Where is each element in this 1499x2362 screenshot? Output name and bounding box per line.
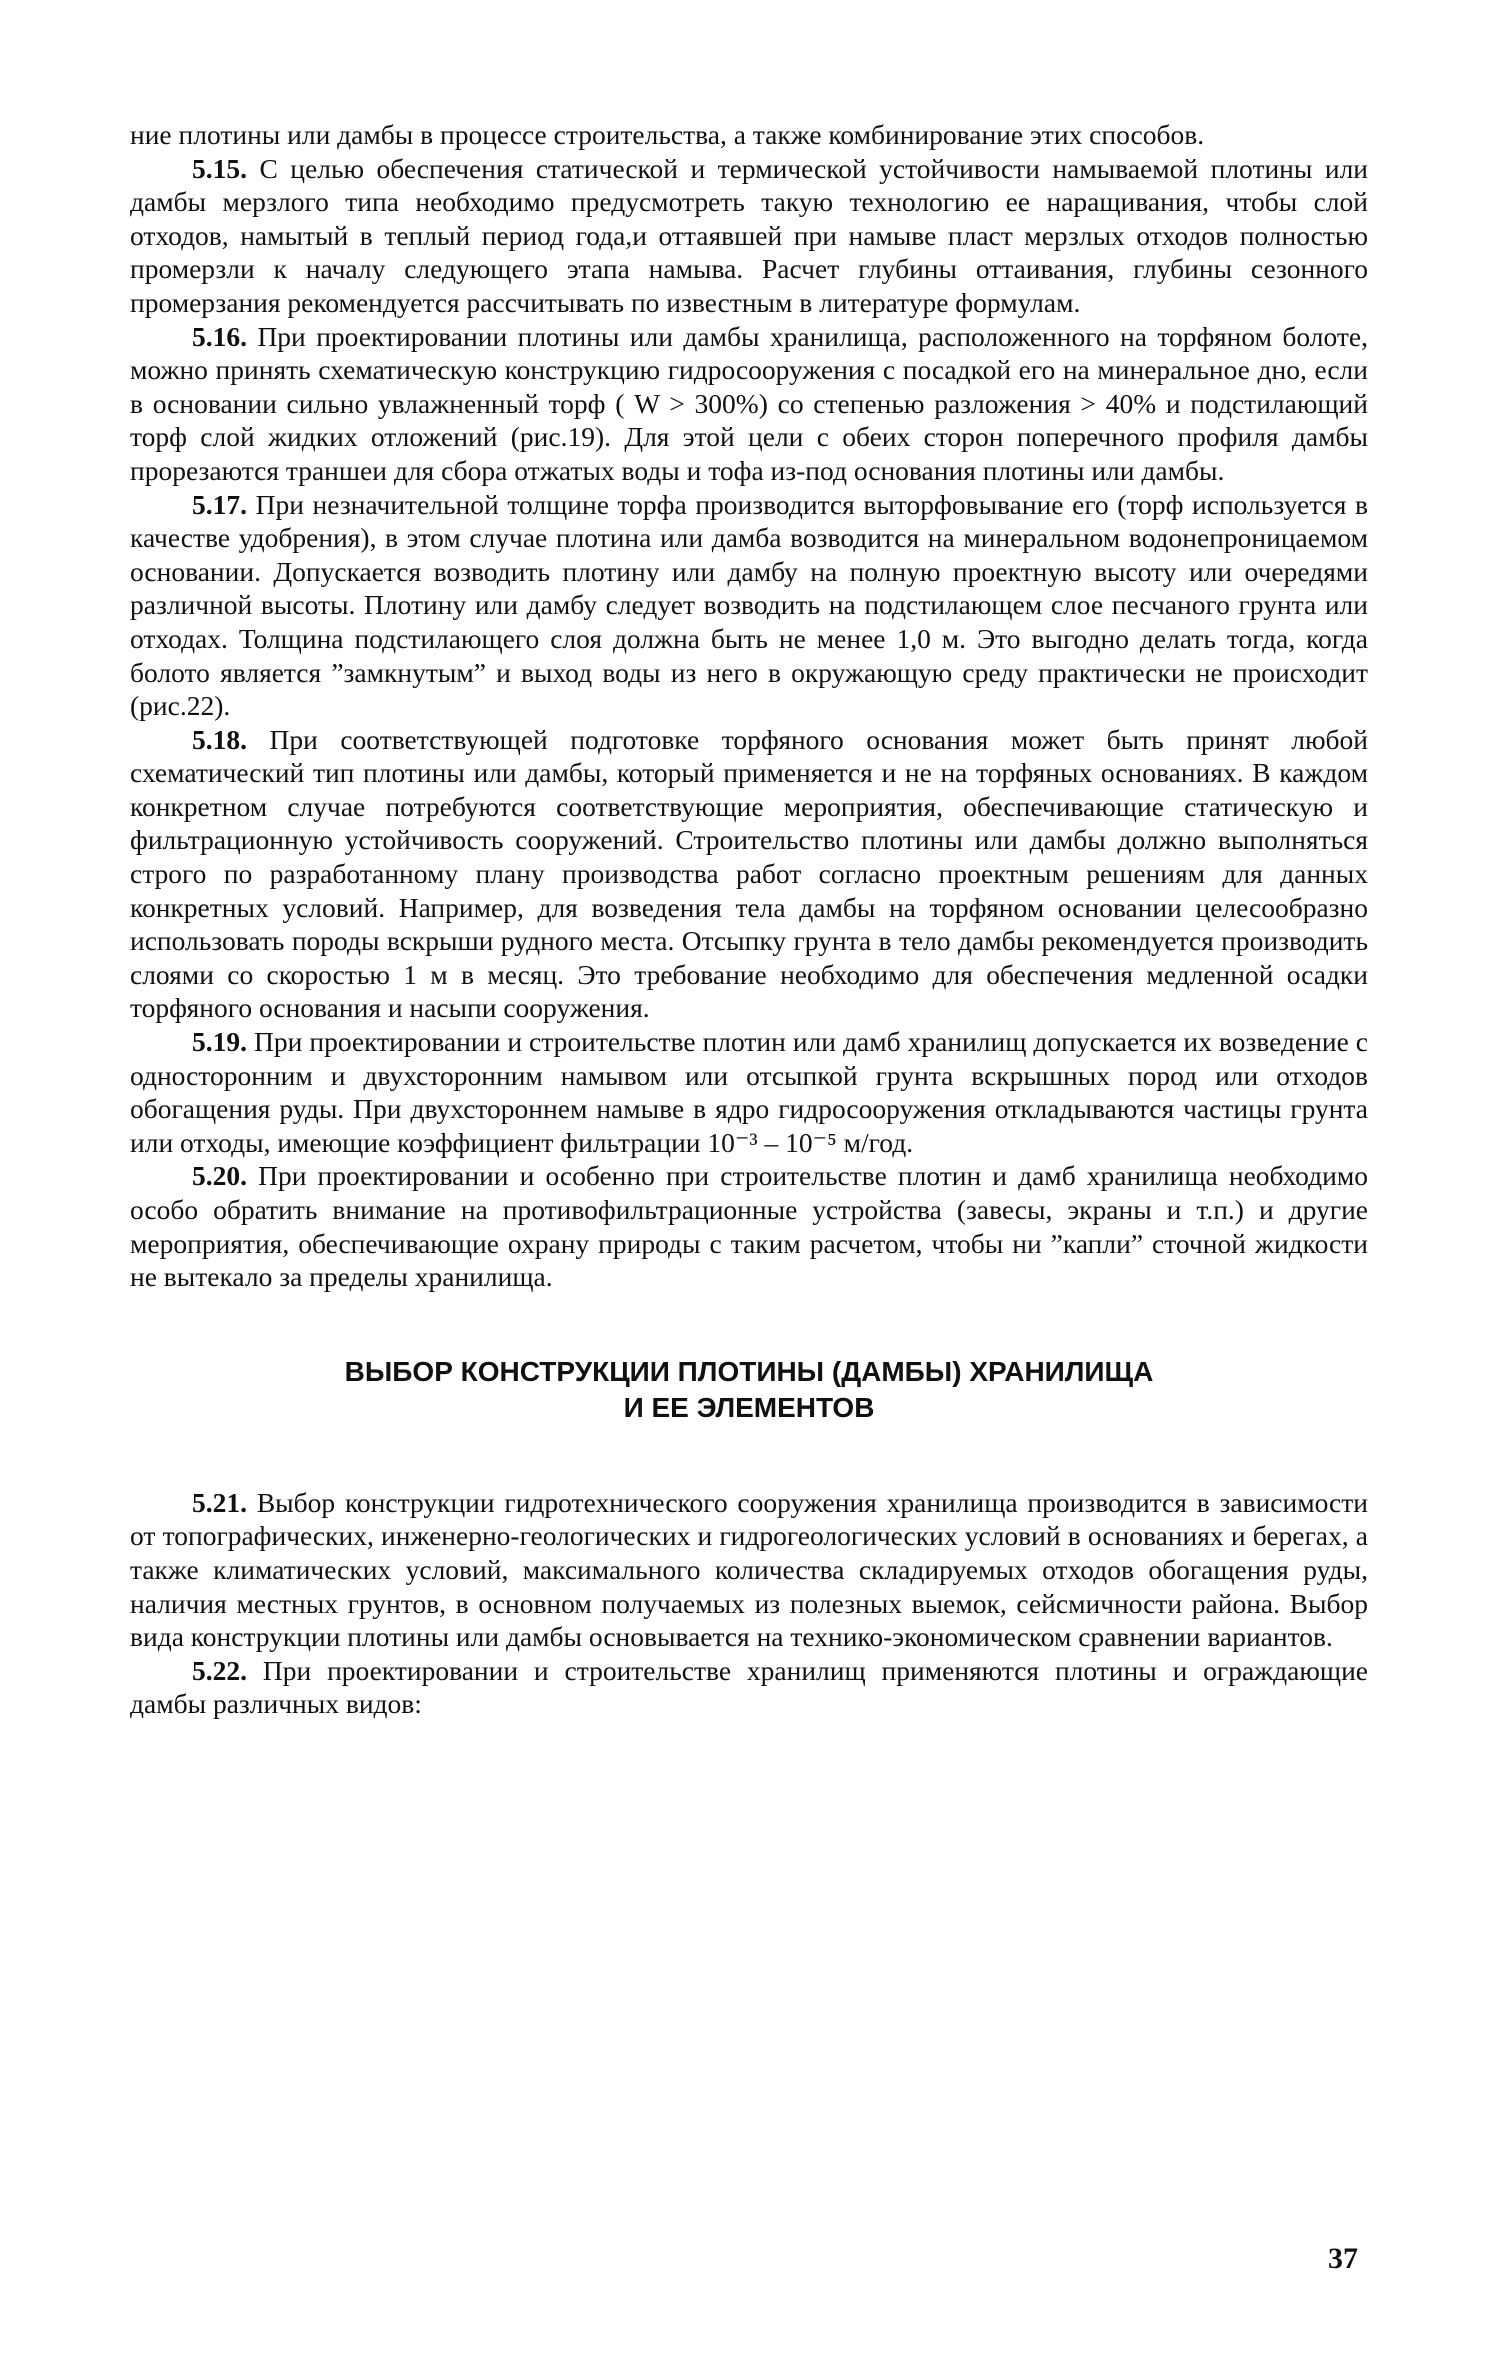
section-heading (130, 1354, 1368, 1426)
paragraph-text: При незначительной толщине торфа производится выторфовывание его (торф используется в качестве удобрения), в этом случае плотина или дамба возводится на минеральном водонепроницаемом основании. Допускается возводить плотину или дамбу на полную проектную высоту или очередями различной высоты. Плотину или дамбу следует возводить на подстилающем слое песчаного грунта или отходах. Толщина подстилающего слоя должна быть не менее 1,0 м. Это выгодно делать тогда, когда болото является ”замкнутым” и выход воды из него в окружающую среду практически не происходит (рис.22). (130, 488, 1368, 722)
paragraph-5-18 (130, 723, 1368, 1025)
paragraph-5-19 (130, 1025, 1368, 1159)
paragraph-text: Выбор конструкции гидротехнического сооружения хранилища производится в зависимости от топографических, инженерно-геологических и гидрогеологических условий в основаниях и берегах, а также климатических условий, максимального количества складируемых отходов обогащения руды, наличия местных грунтов, в основном получаемых из полезных выемок, сейсмичности района. Выбор вида конструкции плотины или дамбы основывается на технико-экономическом сравнении вариантов. (130, 1486, 1368, 1653)
paragraph-5-15 (130, 152, 1368, 320)
paragraph-text: При проектировании и строительстве хранилищ применяются плотины и ограждающие дамбы различных видов: (130, 1654, 1368, 1720)
paragraph-number: 5.18. (192, 723, 247, 755)
document-page (130, 118, 1368, 1721)
paragraph-number: 5.22. (192, 1654, 247, 1686)
paragraph-text: При соответствующей подготовке торфяного основания может быть принят любой схематический тип плотины или дамбы, который применяется и не на торфяных основаниях. В каждом конкретном случае потребуются соответствующие мероприятия, обеспечивающие статическую и фильтрационную устойчивость сооружений. Строительство плотины или дамбы должно выполняться строго по разработанному плану производства работ согласно проектным решениям для данных конкретных условий. Например, для возведения тела дамбы на торфяном основании целесообразно использовать породы вскрыши рудного места. Отсыпку грунта в тело дамбы рекомендуется производить слоями со скоростью 1 м в месяц. Это требование необходимо для обеспечения медленной осадки торфяного основания и насыпи сооружения. (130, 723, 1369, 1024)
paragraph-text: При проектировании и строительстве плотин или дамб хранилищ допускается их возведение с односторонним и двухсторонним намывом или отсыпкой грунта вскрышных пород или отходов обогащения руды. При двухстороннем намыве в ядро гидросооружения откладываются частицы грунта или отходы, имеющие коэффициент фильтрации 10⁻³ – 10⁻⁵ м/год. (130, 1026, 1368, 1158)
paragraph-number: 5.20. (192, 1160, 247, 1192)
section-heading-line-1: ВЫБОР КОНСТРУКЦИИ ПЛОТИНЫ (ДАМБЫ) ХРАНИЛИЩА (344, 1355, 1154, 1387)
paragraph-text: ние плотины или дамбы в процессе строительства, а также комбинирование этих способов. (130, 119, 1205, 150)
paragraph-number: 5.15. (192, 152, 247, 184)
paragraph-5-16 (130, 320, 1368, 488)
paragraph-text: При проектировании плотины или дамбы хранилища, расположенного на торфяном болоте, можно принять схематическую конструкцию гидросооружения с посадкой его на минеральное дно, если в основании сильно увлажненный торф ( W > 300%) со степенью разложения > 40% и подстилающий торф слой жидких отложений (рис.19). Для этой цели с обеих сторон поперечного профиля дамбы прорезаются траншеи для сбора отжатых воды и тофа из-под основания плотины или дамбы. (130, 320, 1369, 486)
paragraph-number: 5.21. (192, 1486, 247, 1518)
paragraph-text: С целью обеспечения статической и термической устойчивости намываемой плотины или дамбы мерзлого типа необходимо предусмотреть такую технологию ее наращивания, чтобы слой отходов, намытый в теплый период года,и оттаявшей при намыве пласт мерзлых отходов полностью промерзли к началу следующего этапа намыва. Расчет глубины оттаивания, глубины сезонного промерзания рекомендуется рассчитывать по известным в литературе формулам. (130, 152, 1369, 318)
paragraph-5-21 (130, 1486, 1368, 1654)
section-heading-line-2: И ЕЕ ЭЛЕМЕНТОВ (623, 1391, 875, 1423)
paragraph-5-17 (130, 488, 1368, 723)
paragraph-number: 5.19. (192, 1026, 247, 1058)
paragraph-text: При проектировании и особенно при строительстве плотин и дамб хранилища необходимо особо обратить внимание на противофильтрационные устройства (завесы, экраны и т.п.) и другие мероприятия, обеспечивающие охрану природы с таким расчетом, чтобы ни ”капли” сточной жидкости не вытекало за пределы хранилища. (130, 1160, 1368, 1293)
paragraph-5-20 (130, 1159, 1368, 1293)
page-number: 37 (1328, 2242, 1358, 2275)
paragraph-continuation (130, 118, 1368, 152)
paragraph-5-22 (130, 1654, 1368, 1721)
paragraph-number: 5.16. (192, 320, 247, 352)
paragraph-number: 5.17. (192, 488, 247, 520)
